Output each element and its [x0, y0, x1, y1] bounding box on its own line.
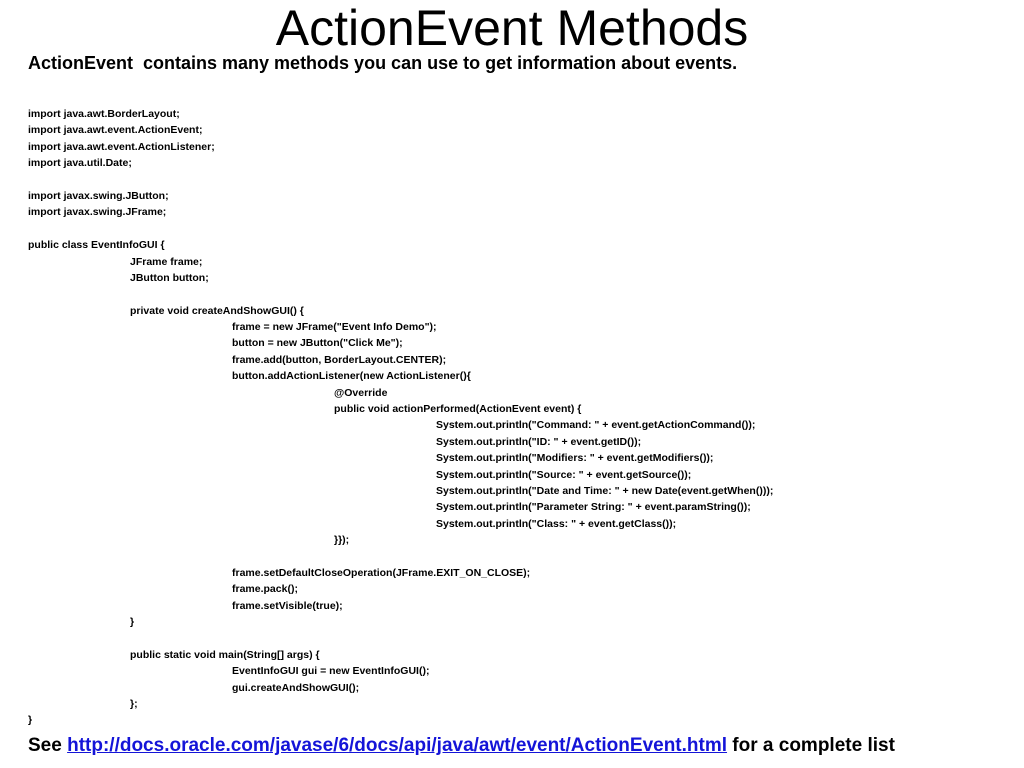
code-line: import javax.swing.JFrame;: [28, 206, 167, 219]
code-line: }});: [334, 534, 350, 547]
code-line: import java.awt.event.ActionListener;: [28, 140, 215, 153]
code-line: public static void main(String[] args) {: [130, 648, 320, 661]
footer-suffix: for a complete list: [727, 735, 895, 756]
code-line: button.addActionListener(new ActionListener(){: [232, 370, 471, 383]
code-line: public class EventInfoGUI {: [28, 239, 165, 252]
code-line: };: [130, 698, 138, 711]
code-line: [28, 631, 1008, 647]
code-line: import java.awt.BorderLayout;: [28, 108, 180, 120]
code-line: frame.setDefaultCloseOperation(JFrame.EXIT_ON_CLOSE);: [232, 566, 531, 579]
code-line: @Override: [334, 386, 388, 399]
slide-title: ActionEvent Methods: [275, 0, 749, 56]
code-line: System.out.println("Class: " + event.getClass());: [436, 517, 677, 530]
code-line: private void createAndShowGUI() {: [130, 304, 304, 317]
code-line: System.out.println("ID: " + event.getID());: [436, 435, 642, 448]
code-line: JFrame frame;: [130, 255, 203, 268]
api-docs-link[interactable]: http://docs.oracle.com/javase/6/docs/api/java/awt/event/ActionEvent.html: [67, 735, 728, 756]
code-line: [28, 172, 1008, 188]
footer-prefix: See: [28, 735, 68, 756]
code-line: [28, 221, 1008, 237]
code-line: frame = new JFrame("Event Info Demo");: [232, 321, 437, 334]
code-line: public void actionPerformed(ActionEvent event) {: [334, 403, 582, 416]
code-line: System.out.println("Source: " + event.getSource());: [436, 468, 692, 481]
footer-note: [28, 734, 1008, 758]
slide-subtitle: ActionEvent contains many methods you can use to get information about events.: [28, 53, 738, 73]
code-line: import java.util.Date;: [28, 157, 132, 170]
code-line: frame.setVisible(true);: [232, 599, 343, 612]
code-line: frame.pack();: [232, 583, 298, 596]
code-line: System.out.println("Modifiers: " + event.getModifiers());: [436, 452, 714, 465]
code-line: import javax.swing.JButton;: [28, 189, 169, 202]
code-line: frame.add(button, BorderLayout.CENTER);: [232, 353, 447, 366]
code-line: import java.awt.event.ActionEvent;: [28, 124, 203, 137]
code-line: button = new JButton("Click Me");: [232, 337, 403, 350]
code-line: }: [130, 616, 135, 629]
code-listing: [28, 106, 1008, 729]
code-line: JButton button;: [130, 271, 209, 284]
code-line: EventInfoGUI gui = new EventInfoGUI();: [232, 665, 430, 678]
code-line: System.out.println("Date and Time: " + new Date(event.getWhen()));: [436, 484, 774, 497]
code-line: [28, 286, 1008, 302]
code-line: gui.createAndShowGUI();: [232, 681, 360, 694]
code-line: System.out.println("Command: " + event.getActionCommand());: [436, 419, 756, 432]
code-line: System.out.println("Parameter String: " + event.paramString());: [436, 501, 751, 514]
code-line: }: [28, 714, 33, 727]
code-line: [28, 549, 1008, 565]
